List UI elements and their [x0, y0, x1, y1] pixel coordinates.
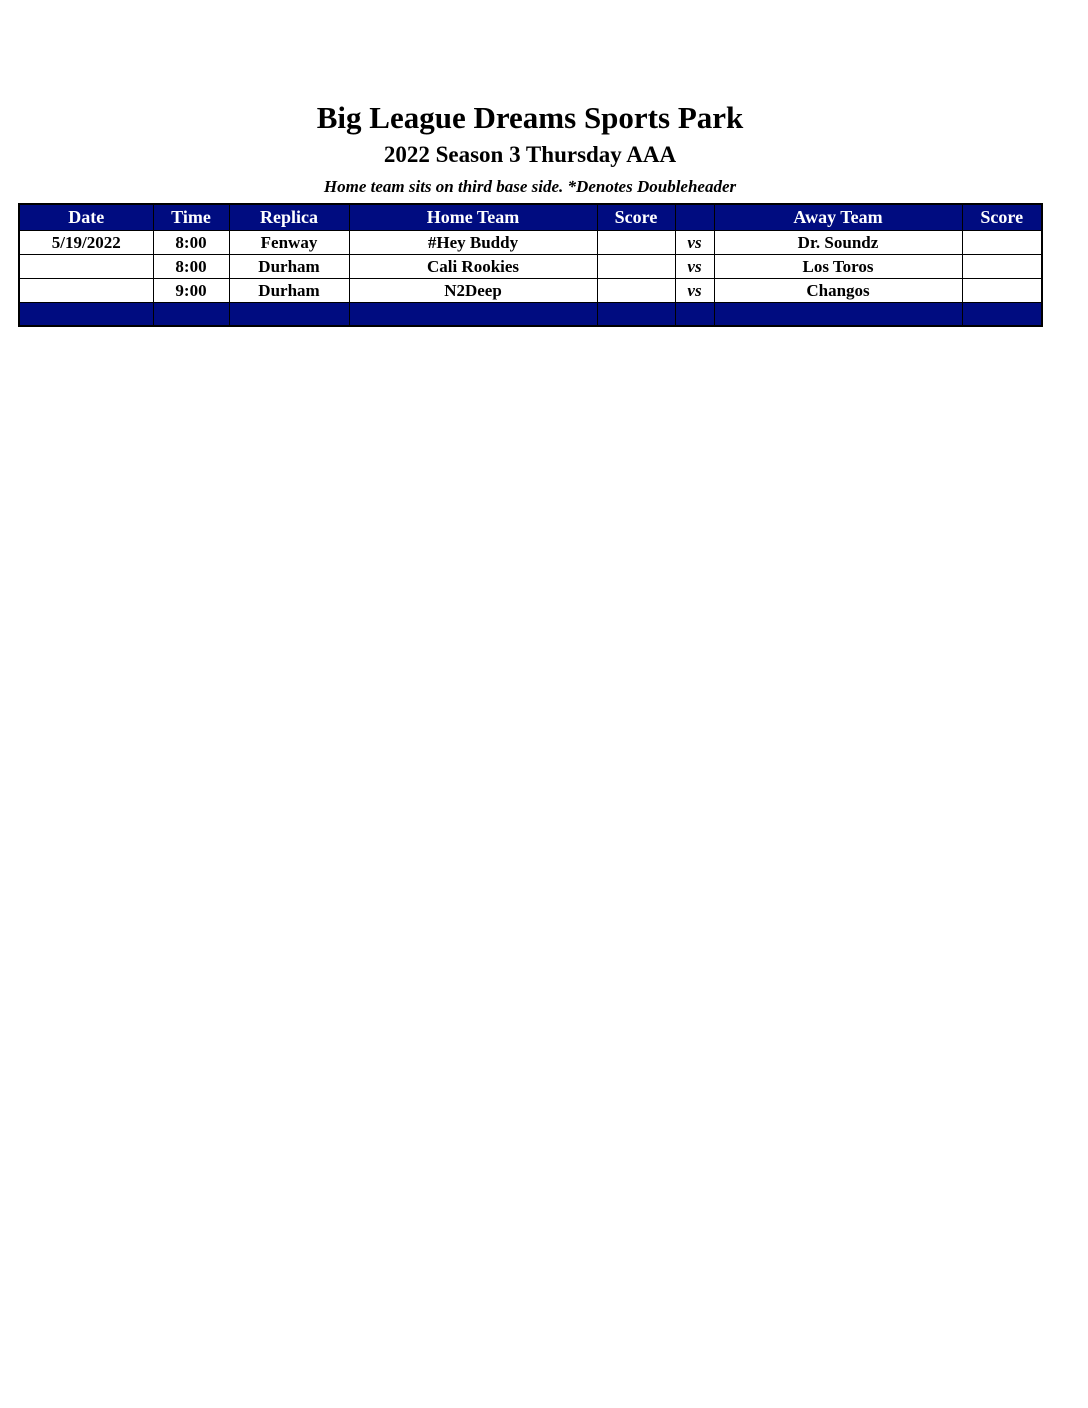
column-header-away-score: Score: [962, 204, 1042, 231]
footer-cell: [153, 303, 229, 327]
table-row: [19, 279, 1042, 303]
cell-away-team: Los Toros: [714, 255, 962, 279]
schedule-note: Home team sits on third base side. *Denotes Doubleheader: [323, 177, 737, 196]
column-header-home-score: Score: [597, 204, 675, 231]
cell-home-score: [597, 231, 675, 255]
cell-vs: vs: [675, 279, 714, 303]
column-header-vs: [675, 204, 714, 231]
cell-replica: Durham: [229, 279, 349, 303]
column-header-time: Time: [153, 204, 229, 231]
footer-cell: [714, 303, 962, 327]
cell-home-team: Cali Rookies: [349, 255, 597, 279]
footer-cell: [229, 303, 349, 327]
cell-home-score: [597, 255, 675, 279]
footer-cell: [675, 303, 714, 327]
cell-away-team: Dr. Soundz: [714, 231, 962, 255]
footer-cell: [19, 303, 153, 327]
cell-time: 8:00: [153, 231, 229, 255]
cell-date: 5/19/2022: [19, 231, 153, 255]
cell-date: [19, 279, 153, 303]
table-footer-row: [19, 303, 1042, 327]
footer-cell: [597, 303, 675, 327]
schedule-table: [18, 203, 1043, 327]
cell-home-team: #Hey Buddy: [349, 231, 597, 255]
table-header-row: [19, 204, 1042, 231]
cell-time: 8:00: [153, 255, 229, 279]
footer-cell: [349, 303, 597, 327]
column-header-date: Date: [19, 204, 153, 231]
cell-away-score: [962, 255, 1042, 279]
cell-away-score: [962, 231, 1042, 255]
column-header-replica: Replica: [229, 204, 349, 231]
cell-away-score: [962, 279, 1042, 303]
column-header-away-team: Away Team: [714, 204, 962, 231]
cell-replica: Fenway: [229, 231, 349, 255]
cell-time: 9:00: [153, 279, 229, 303]
page-subtitle: 2022 Season 3 Thursday AAA: [383, 142, 677, 167]
cell-home-score: [597, 279, 675, 303]
column-header-home-team: Home Team: [349, 204, 597, 231]
cell-replica: Durham: [229, 255, 349, 279]
cell-date: [19, 255, 153, 279]
table-row: [19, 255, 1042, 279]
cell-away-team: Changos: [714, 279, 962, 303]
page-title: Big League Dreams Sports Park: [316, 100, 744, 135]
table-row: [19, 231, 1042, 255]
footer-cell: [962, 303, 1042, 327]
cell-vs: vs: [675, 231, 714, 255]
cell-home-team: N2Deep: [349, 279, 597, 303]
cell-vs: vs: [675, 255, 714, 279]
